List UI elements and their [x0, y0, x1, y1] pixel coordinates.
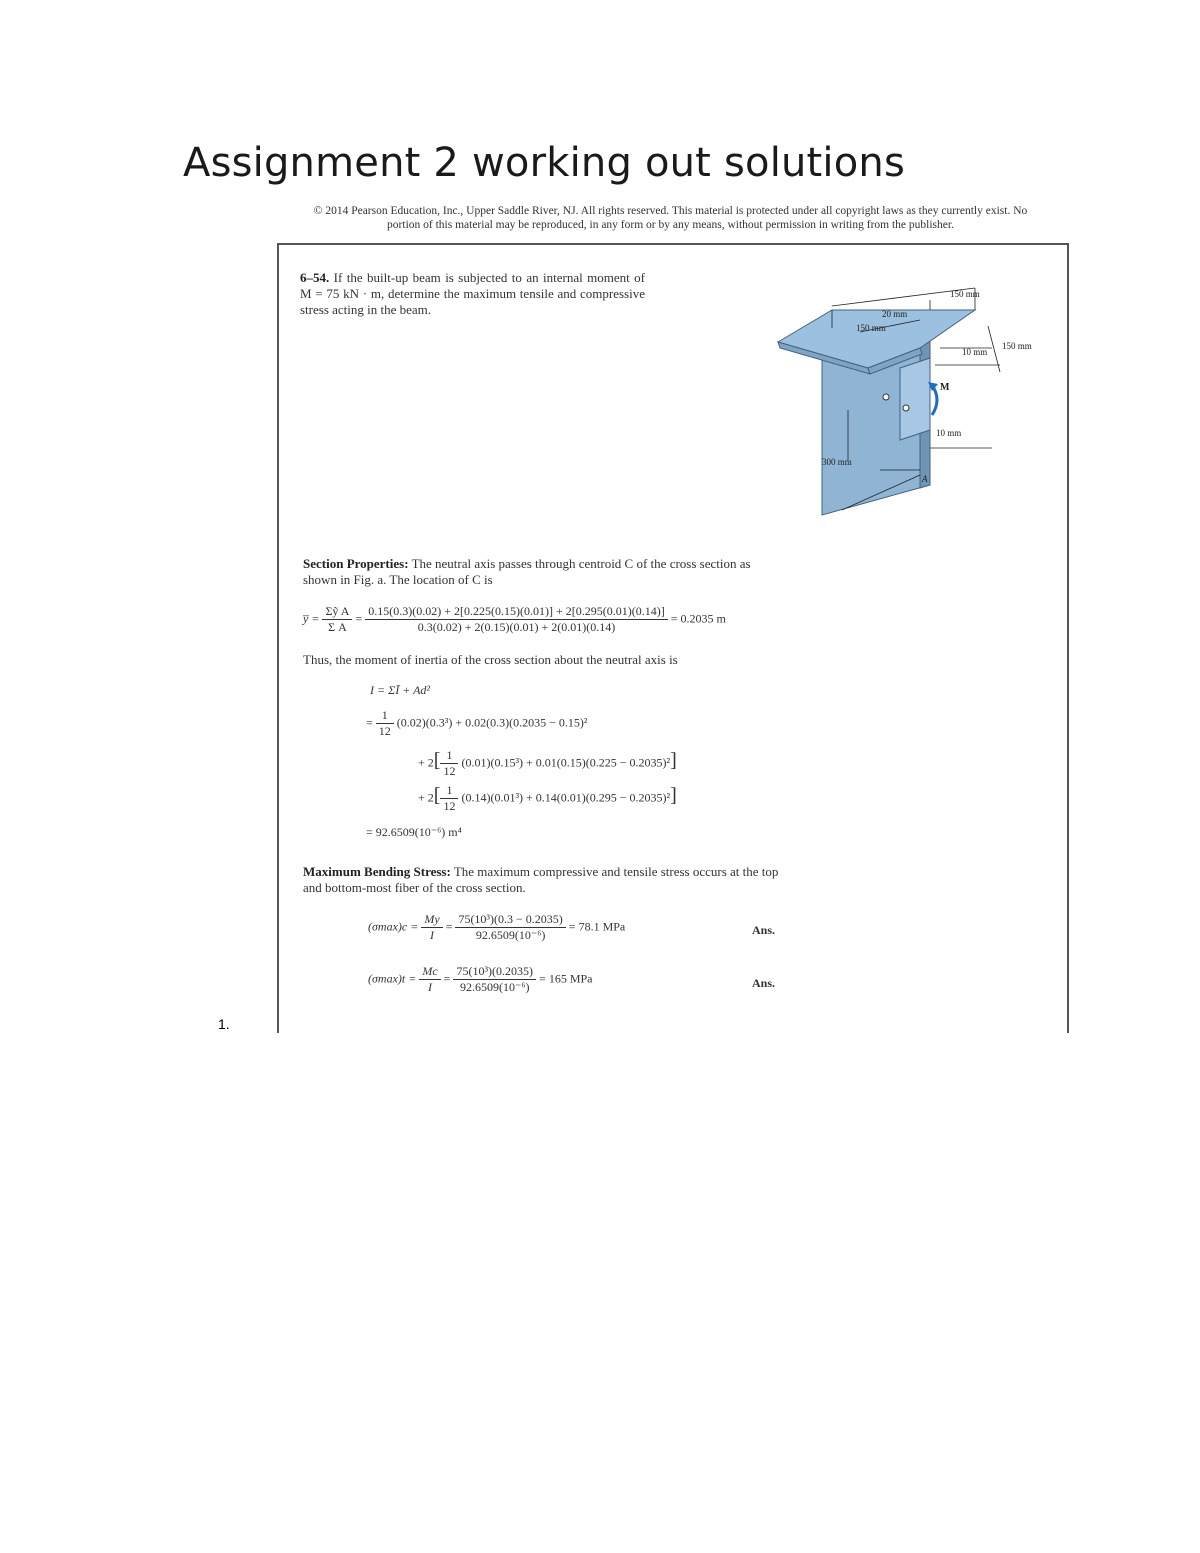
- ybar-lhs: y̅ =: [303, 611, 320, 626]
- problem-statement: [300, 270, 645, 318]
- tens-num: 75(10³)(0.2035): [453, 964, 536, 980]
- comp-result: = 78.1 MPa: [568, 919, 626, 934]
- ybar-numeric-fraction: [365, 604, 667, 635]
- dim-300: 300 mm: [822, 457, 852, 467]
- frac-twelve: 12: [443, 764, 456, 778]
- label-a: A: [922, 474, 928, 484]
- tens-den: 92.6509(10⁻⁶): [459, 980, 530, 994]
- beam-angle-plate: [900, 358, 930, 440]
- compressive-stress-equation: (σmax)c = $\frac{My}{I}$ = $\frac{\text{75(10³)(0.3 − 0.2035)}}{\text{92.6509(10⁻⁶)}}$ = 78.1 MPa: [368, 912, 626, 942]
- comp-num: 75(10³)(0.3 − 0.2035): [455, 912, 565, 928]
- problem-text: If the built-up beam is subjected to an internal moment of M = 75 kN · m, determine the maximum tensile and compressive stress acting in the beam.: [300, 270, 645, 317]
- tens-lhs: (σmax)t =: [368, 971, 417, 986]
- comp-sym-num: My: [421, 912, 442, 928]
- tens-sym-num: Mc: [419, 964, 440, 980]
- frac-one: 1: [440, 748, 458, 764]
- beam-flange: [778, 310, 975, 368]
- comp-den: 92.6509(10⁻⁶): [475, 928, 546, 942]
- inertia-line-1: I = ΣĪ + Ad²: [370, 683, 431, 697]
- frac-one: 1: [376, 708, 394, 724]
- section-properties-heading: Section Properties:: [303, 556, 409, 571]
- inertia-line-3-text: (0.01)(0.15³) + 0.01(0.15)(0.225 − 0.2035)²: [461, 755, 671, 770]
- inertia-line-4-text: (0.14)(0.01³) + 0.14(0.01)(0.295 − 0.2035)²: [461, 790, 671, 805]
- max-stress-text: [303, 864, 783, 896]
- comp-lhs: (σmax)c =: [368, 919, 419, 934]
- ybar-sym-den: Σ A: [328, 620, 347, 634]
- inertia-line-3: + 2[ $\frac{1}{12}$ (0.01)(0.15³) + 0.01(0.15)(0.225 − 0.2035)²]: [418, 748, 677, 778]
- comp-sym-den: I: [429, 928, 434, 942]
- dim-150-left: 150 mm: [856, 323, 886, 333]
- problem-number: 6–54.: [300, 270, 330, 285]
- section-properties-text: [303, 556, 783, 588]
- list-number: 1.: [218, 1016, 230, 1032]
- ybar-num: 0.15(0.3)(0.02) + 2[0.225(0.15)(0.01)] + 2[0.295(0.01)(0.14)]: [365, 604, 667, 620]
- tens-result: = 165 MPa: [539, 971, 593, 986]
- inertia-line-2: = $\frac{1}{12}$ (0.02)(0.3³) + 0.02(0.3)(0.2035 − 0.15)²: [366, 708, 588, 738]
- dim-10-b: 10 mm: [936, 428, 962, 438]
- inertia-result: = 92.6509(10⁻⁶) m⁴: [366, 825, 462, 839]
- dim-20: 20 mm: [882, 309, 908, 319]
- ybar-equation: y̅ = $\frac{\text{Σỹ A}}{\text{Σ A}}$ = 0.15(0.3)(0.02) + 2[0.225(0.15)(0.01)] + 2[0.295(0.01)(0.14)] 0.3(0.02) + 2(0.15)(0.01) + 2(0.01)(0.14) = 0.2035 m: [303, 604, 726, 634]
- copyright-notice: © 2014 Pearson Education, Inc., Upper Saddle River, NJ. All rights reserved. This material is protected under all copyright laws as they currently exist. No portion of this material may be reproduced, in any form or by any means, without permission in writing from the publisher.: [313, 205, 1028, 231]
- ans-label-compressive: Ans.: [752, 923, 776, 937]
- ybar-result: = 0.2035 m: [670, 611, 726, 626]
- ybar-symbolic-fraction: [322, 604, 352, 635]
- inertia-line-2-text: (0.02)(0.3³) + 0.02(0.3)(0.2035 − 0.15)²: [396, 715, 588, 730]
- inertia-intro: Thus, the moment of inertia of the cross section about the neutral axis is: [303, 652, 678, 667]
- max-stress-body: The maximum compressive and tensile stress occurs at the top and bottom-most fiber of the cross section.: [303, 864, 779, 895]
- inertia-line-4: + 2[ $\frac{1}{12}$ (0.14)(0.01³) + 0.14(0.01)(0.295 − 0.2035)²]: [418, 783, 677, 813]
- max-stress-heading: Maximum Bending Stress:: [303, 864, 451, 879]
- frac-one: 1: [440, 783, 458, 799]
- tens-sym-den: I: [428, 980, 432, 994]
- dim-150-right: 150 mm: [1002, 341, 1032, 351]
- dim-150-top: 150 mm: [950, 289, 980, 299]
- ybar-den: 0.3(0.02) + 2(0.15)(0.01) + 2(0.01)(0.14): [417, 620, 616, 634]
- frac-twelve: 12: [443, 799, 456, 813]
- beam-figure: [770, 270, 1060, 530]
- tensile-stress-equation: (σmax)t = $\frac{Mc}{I}$ = $\frac{\text{75(10³)(0.2035)}}{\text{92.6509(10⁻⁶)}}$ = 165 MPa: [368, 964, 593, 994]
- document-title: Assignment 2 working out solutions: [183, 140, 906, 186]
- ybar-sym-num: Σỹ A: [322, 604, 352, 620]
- ans-label-tensile: Ans.: [752, 976, 776, 990]
- section-properties-body: The neutral axis passes through centroid C of the cross section as shown in Fig. a. The location of C is: [303, 556, 751, 587]
- label-m: M: [940, 382, 950, 393]
- frac-twelve: 12: [378, 724, 391, 738]
- dim-10-a: 10 mm: [962, 347, 988, 357]
